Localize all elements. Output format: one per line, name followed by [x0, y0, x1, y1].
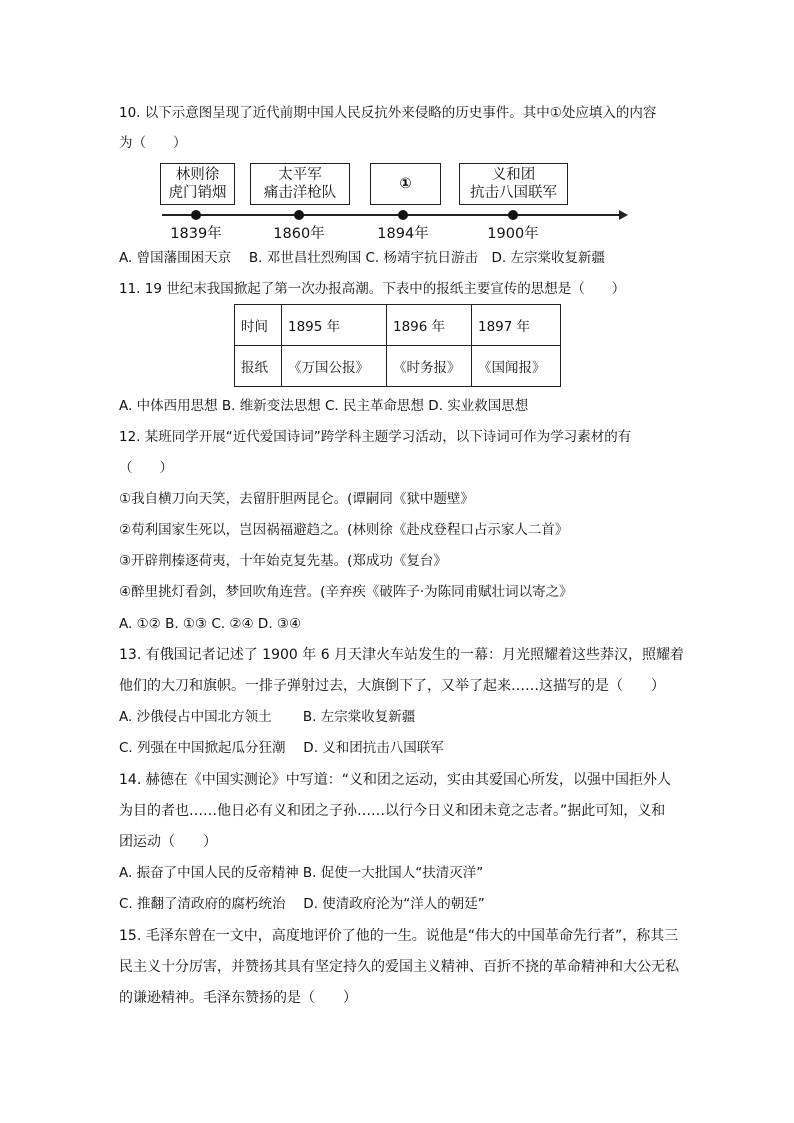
table-cell: 1896 年 [387, 305, 472, 346]
timeline-box-4-line2: 抗击八国联军 [470, 185, 557, 201]
timeline-year-4: 1900年 [487, 226, 539, 242]
q12-stem-line2: （ ） [119, 460, 173, 476]
q12-poem-4: ④醉里挑灯看剑，梦回吹角连营。(辛弃疾《破阵子·为陈同甫赋壮词以寄之》 [119, 584, 573, 600]
q12-stem-line1: 12. 某班同学开展“近代爱国诗词”跨学科主题学习活动，以下诗词可作为学习素材的有 [119, 429, 632, 445]
q12-poem-2: ②苟利国家生死以，岂因祸福避趋之。(林则徐《赴戍登程口占示家人二首》 [119, 522, 569, 538]
table-cell: 《万国公报》 [282, 346, 387, 387]
q12-poem-3: ③开辟荆榛逐荷夷，十年始克复先基。(郑成功《复台》 [119, 553, 447, 569]
q10-stem-line1: 10. 以下示意图呈现了近代前期中国人民反抗外来侵略的历史事件。其中①处应填入的内容 [119, 105, 657, 121]
q15-stem-line3: 的谦逊精神。毛泽东赞扬的是（ ） [119, 990, 357, 1006]
q13-stem-line2: 他们的大刀和旗帜。一排子弹射过去，大旗倒下了，又举了起来……这描写的是（ ） [119, 678, 665, 694]
q15-stem-line2: 民主义十分厉害，并赞扬其具有坚定持久的爱国主义精神、百折不挠的革命精神和大公无私 [119, 959, 679, 975]
q13-options-line1: A. 沙俄侵占中国北方领土 B. 左宗棠收复新疆 [119, 709, 416, 725]
timeline-year-3: 1894年 [377, 226, 429, 242]
timeline-box-1-line2: 虎门销烟 [168, 185, 227, 201]
timeline-arrow-icon [619, 210, 628, 220]
q13-stem-line1: 13. 有俄国记者记述了 1900 年 6 月天津火车站发生的一幕：月光照耀着这些莽汉，照耀着 [119, 647, 685, 663]
timeline-year-1: 1839年 [170, 226, 222, 242]
table-cell: 报纸 [235, 346, 282, 387]
q14-stem-line3: 团运动（ ） [119, 834, 217, 850]
q15-stem-line1: 15. 毛泽东曾在一文中，高度地评价了他的一生。说他是“伟大的中国革命先行者”，称其三 [119, 928, 679, 944]
q12-options: A. ①② B. ①③ C. ②④ D. ③④ [119, 616, 302, 632]
table-cell: 《国闻报》 [472, 346, 561, 387]
timeline-box-2-line2: 痛击洋枪队 [263, 185, 337, 201]
q10-options: A. 曾国藩围困天京 B. 邓世昌壮烈殉国 C. 杨靖宇抗日游击 D. 左宗棠收复新疆 [119, 250, 605, 266]
q14-stem-line2: 为目的者也……他日必有义和团之子孙……以行今日义和团未竟之志者。”据此可知，义和 [119, 803, 666, 819]
timeline-box-2 [250, 163, 350, 205]
timeline-dot-3 [398, 210, 408, 220]
table-cell: 1895 年 [282, 305, 387, 346]
table-cell: 时间 [235, 305, 282, 346]
timeline-dot-4 [508, 210, 518, 220]
timeline-year-2: 1860年 [273, 226, 325, 242]
q14-stem-line1: 14. 赫德在《中国实测论》中写道：“义和团之运动，实由其爱国心所发，以强中国拒外人 [119, 772, 671, 788]
timeline-dot-1 [191, 210, 201, 220]
table-row [235, 305, 561, 346]
q13-options-line2: C. 列强在中国掀起瓜分狂潮 D. 义和团抗击八国联军 [119, 740, 444, 756]
q12-poem-1: ①我自横刀向天笑，去留肝胆两昆仑。(谭嗣同《狱中题壁》 [119, 491, 474, 507]
table-cell: 《时务报》 [387, 346, 472, 387]
timeline-box-3-line1: ① [399, 176, 412, 192]
timeline-box-4-line1: 义和团 [491, 167, 536, 183]
q11-options: A. 中体西用思想 B. 维新变法思想 C. 民主革命思想 D. 实业救国思想 [119, 398, 529, 414]
timeline-axis [162, 214, 620, 216]
timeline-box-3 [370, 163, 441, 205]
q14-options-line2: C. 推翻了清政府的腐朽统治 D. 使清政府沦为“洋人的朝廷” [119, 896, 485, 912]
timeline-box-2-line1: 太平军 [278, 167, 322, 183]
q14-options-line1: A. 振奋了中国人民的反帝精神 B. 促使一大批国人“扶清灭洋” [119, 865, 484, 881]
timeline-box-1 [160, 163, 235, 205]
q10-stem-line2: 为（ ） [119, 135, 187, 151]
timeline-dot-2 [294, 210, 304, 220]
table-cell: 1897 年 [472, 305, 561, 346]
q11-newspaper-table [234, 304, 561, 387]
timeline-box-1-line1: 林则徐 [175, 167, 220, 183]
q11-stem: 11. 19 世纪末我国掀起了第一次办报高潮。下表中的报纸主要宣传的思想是（ ） [119, 281, 626, 297]
table-row [235, 346, 561, 387]
timeline-box-4 [459, 163, 568, 205]
